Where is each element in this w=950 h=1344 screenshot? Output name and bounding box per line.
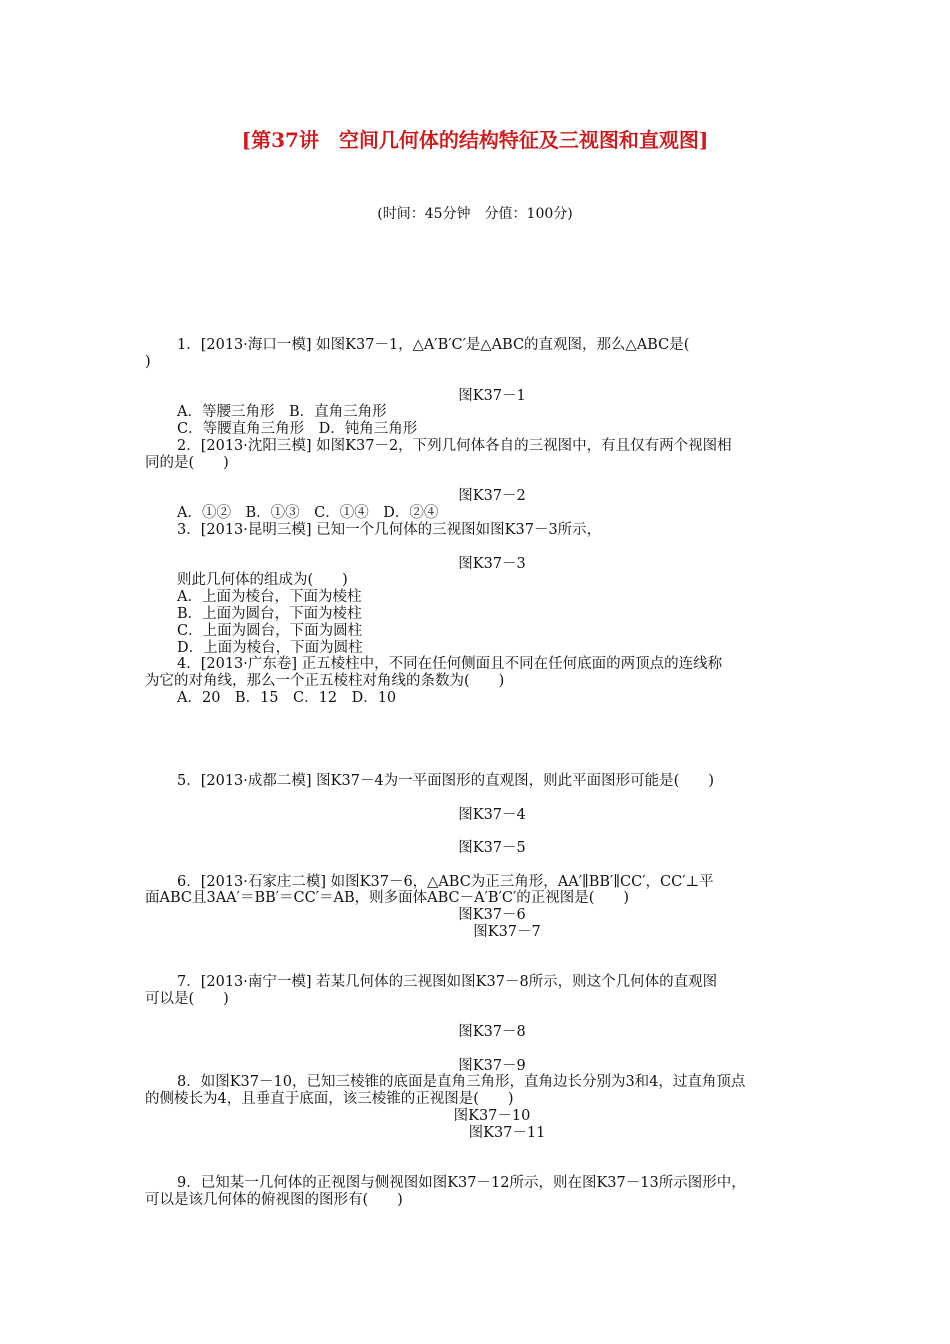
q7-line2: 可以是( ) [145,991,229,1007]
q1-option-c: C．等腰直角三角形 D．钝角三角形 [177,421,418,437]
q3-line2: 则此几何体的组成为( ) [177,572,348,588]
q6-line1: 6．[2013·石家庄二模] 如图K37－6，△ABC为正三角形，AA′∥BB′∥CC′，CC′⊥平 [177,874,714,890]
q3-option-d: D．上面为棱台，下面为圆柱 [177,640,363,656]
q7-figure8-caption: 图K37－8 [458,1024,526,1040]
q8-line2: 的侧棱长为4，且垂直于底面，该三棱锥的正视图是( ) [145,1091,514,1107]
q2-figure-caption: 图K37－2 [458,488,526,504]
q1-figure-caption: 图K37－1 [458,388,526,404]
q6-line2: 面ABC且3AA′＝BB′＝CC′＝AB，则多面体ABC－A′B′C′的正视图是( ) [145,890,630,906]
q5-line1: 5．[2013·成都二模] 图K37－4为一平面图形的直观图，则此平面图形可能是( ) [177,773,714,789]
q2-line1: 2．[2013·沈阳三模] 如图K37－2，下列几何体各自的三视图中，有且仅有两个视图相 [177,438,732,454]
q1-line2: ) [145,354,151,370]
q1-option-a: A．等腰三角形 B．直角三角形 [177,404,387,420]
q3-option-c: C．上面为圆台，下面为圆柱 [177,623,363,639]
page-subtitle: (时间：45分钟 分值：100分) [377,206,573,222]
q4-line2: 为它的对角线，那么一个正五棱柱对角线的条数为( ) [145,673,505,689]
q8-figure10-caption: 图K37－10 [453,1108,531,1124]
q7-line1: 7．[2013·南宁一模] 若某几何体的三视图如图K37－8所示，则这个几何体的直观图 [177,974,718,990]
q4-line1: 4．[2013·广东卷] 正五棱柱中，不同在任何侧面且不同在任何底面的两顶点的连线称 [177,656,723,672]
q3-option-b: B．上面为圆台，下面为棱柱 [177,606,362,622]
q6-figure6-caption: 图K37－6 [458,907,526,923]
q6-figure7-caption: 图K37－7 [473,924,541,940]
q3-line1: 3．[2013·昆明三模] 已知一个几何体的三视图如图K37－3所示， [177,522,602,538]
q7-figure9-caption: 图K37－9 [458,1058,526,1074]
q5-figure5-caption: 图K37－5 [458,840,526,856]
q2-options: A．①② B．①③ C．①④ D．②④ [177,505,439,521]
q4-options: A．20 B．15 C．12 D．10 [177,690,397,706]
q9-line1: 9．已知某一几何体的正视图与侧视图如图K37－12所示，则在图K37－13所示图形中， [177,1175,746,1191]
q1-line1: 1．[2013·海口一模] 如图K37－1，△A′B′C′是△ABC的直观图，那么△ABC是( [177,337,690,353]
q2-line2: 同的是( ) [145,455,229,471]
q3-figure-caption: 图K37－3 [458,556,526,572]
q8-figure11-caption: 图K37－11 [468,1125,546,1141]
q3-option-a: A．上面为棱台，下面为棱柱 [177,589,362,605]
q9-line2: 可以是该几何体的俯视图的图形有( ) [145,1192,403,1208]
page-title: [第37讲 空间几何体的结构特征及三视图和直观图] [241,128,709,152]
q8-line1: 8．如图K37－10，已知三棱锥的底面是直角三角形，直角边长分别为3和4，过直角顶点 [177,1074,746,1090]
q5-figure4-caption: 图K37－4 [458,807,526,823]
